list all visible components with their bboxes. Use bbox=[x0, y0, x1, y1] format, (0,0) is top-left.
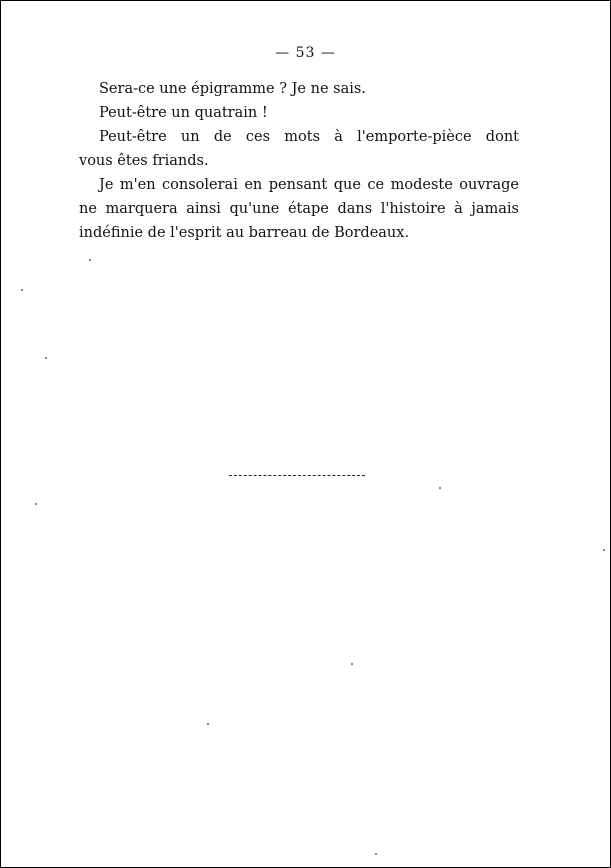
scan-speck bbox=[439, 487, 441, 489]
text-line: Peut-être un de ces mots à l'emporte-pièce dont bbox=[99, 129, 519, 145]
paragraph-2 bbox=[79, 101, 519, 125]
section-divider bbox=[229, 475, 365, 476]
text-line: Peut-être un quatrain ! bbox=[99, 105, 268, 121]
text-line: indéfinie de l'esprit au barreau de Bordeaux. bbox=[79, 225, 410, 241]
scan-speck bbox=[207, 723, 209, 725]
text-line: ne marquera ainsi qu'une étape dans l'histoire à jamais bbox=[79, 201, 519, 217]
scan-speck bbox=[45, 357, 47, 359]
scan-speck bbox=[375, 853, 377, 855]
text-line: Je m'en consolerai en pensant que ce modeste ouvrage bbox=[99, 177, 519, 193]
text-line: vous êtes friands. bbox=[79, 153, 209, 169]
body-text bbox=[79, 77, 519, 245]
paragraph-3 bbox=[79, 125, 519, 173]
scan-speck bbox=[89, 259, 91, 261]
text-line: Sera-ce une épigramme ? Je ne sais. bbox=[99, 81, 366, 97]
page-number: — 53 — bbox=[275, 45, 336, 61]
scan-speck bbox=[35, 503, 37, 505]
scan-speck bbox=[21, 289, 23, 291]
scan-speck bbox=[603, 549, 605, 551]
paragraph-4 bbox=[79, 173, 519, 245]
paragraph-1 bbox=[79, 77, 519, 101]
scan-speck bbox=[351, 663, 353, 665]
